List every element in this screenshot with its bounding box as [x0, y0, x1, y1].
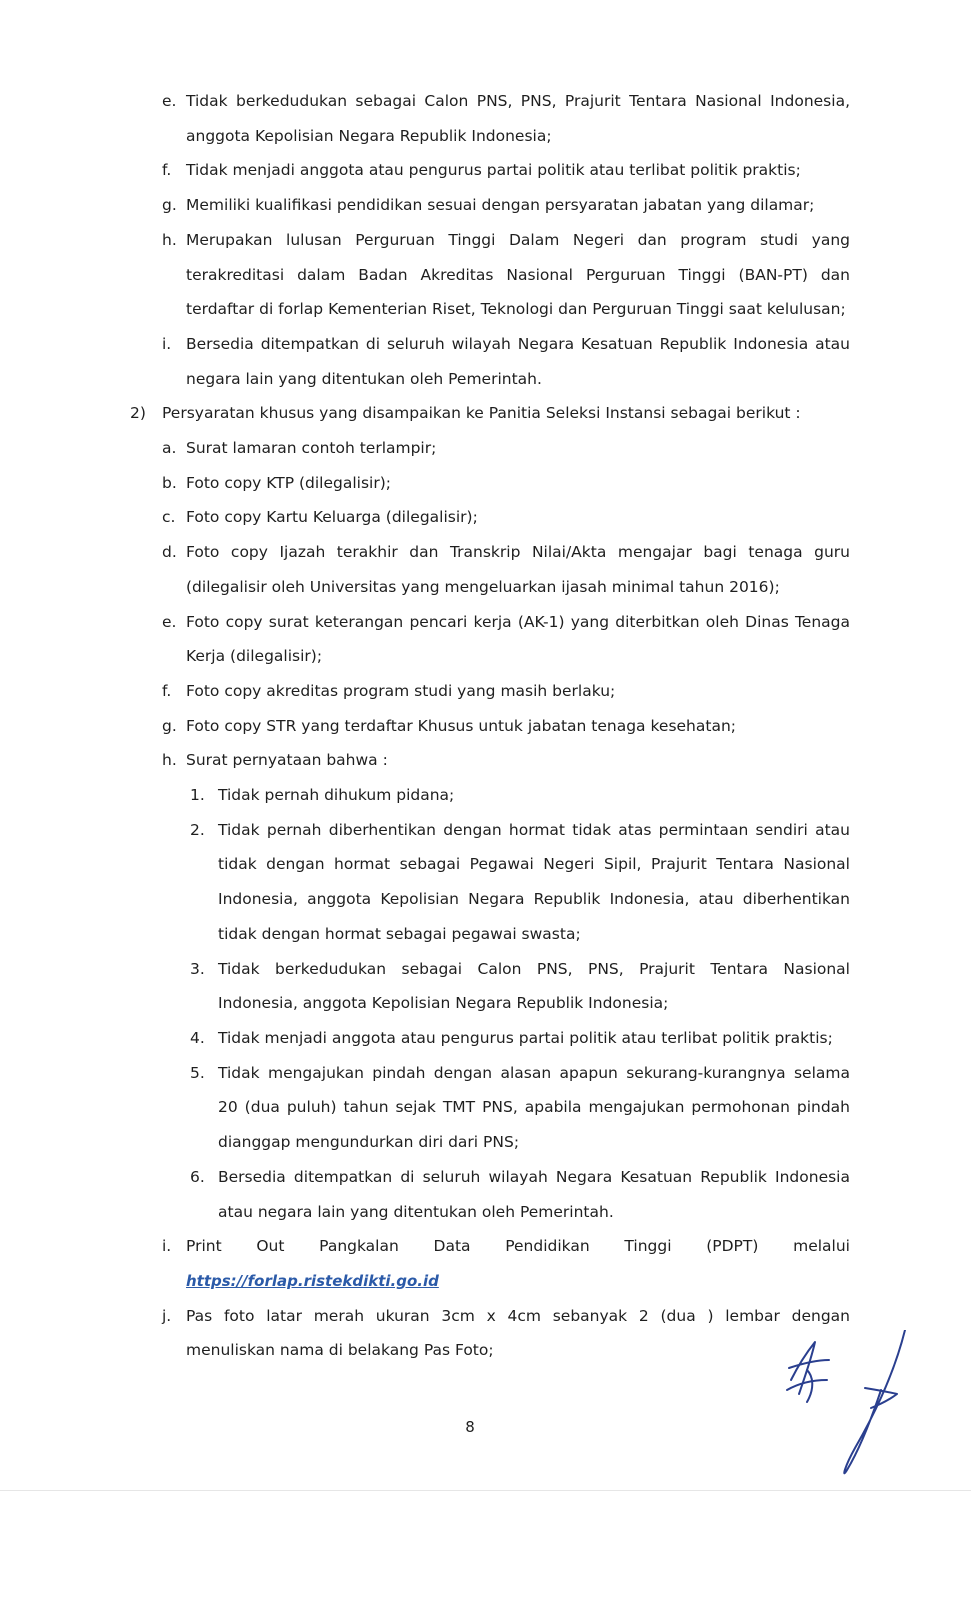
list-marker: c.: [162, 508, 176, 527]
list-item: [130, 223, 850, 327]
section-heading: [130, 396, 850, 431]
list-item: [130, 431, 850, 466]
section-marker: 2): [130, 404, 146, 423]
list-text: Tidak pernah diberhentikan dengan hormat tidak atas permintaan sendiri atau tidak dengan hormat sebagai Pegawai Negeri Sipil, Prajurit Tentara Nasional Indonesia, anggota Kepolisian Negara Republik Indonesia, atau diberhentikan tidak dengan hormat sebagai pegawai swasta;: [218, 820, 850, 943]
list-item: [130, 84, 850, 153]
list-marker: g.: [162, 716, 177, 735]
document-body: [130, 84, 850, 1368]
list-text: Tidak pernah dihukum pidana;: [218, 786, 455, 805]
list-marker: 3.: [190, 959, 205, 978]
list-text: Foto copy surat keterangan pencari kerja (AK-1) yang diterbitkan oleh Dinas Tenaga Kerja (dilegalisir);: [186, 612, 850, 666]
section-text: Persyaratan khusus yang disampaikan ke Panitia Seleksi Instansi sebagai berikut :: [162, 404, 801, 423]
list-marker: i.: [162, 1237, 172, 1256]
signature-stroke: [844, 1330, 905, 1473]
list-marker: 6.: [190, 1167, 205, 1186]
sub-list-item: [130, 1160, 850, 1229]
list-item: [130, 327, 850, 396]
list-item: [130, 1229, 850, 1298]
list-item: [130, 1299, 850, 1368]
list-text: Pas foto latar merah ukuran 3cm x 4cm sebanyak 2 (dua ) lembar dengan menuliskan nama di belakang Pas Foto;: [186, 1306, 850, 1360]
sub-list-item: [130, 1056, 850, 1160]
forlap-link[interactable]: https://forlap.ristekdikti.go.id: [186, 1271, 439, 1290]
list-text: Memiliki kualifikasi pendidikan sesuai dengan persyaratan jabatan yang dilamar;: [186, 196, 815, 215]
signature-stroke: [787, 1380, 827, 1390]
list-text: Bersedia ditempatkan di seluruh wilayah Negara Kesatuan Republik Indonesia atau negara lain yang ditentukan oleh Pemerintah.: [218, 1167, 850, 1221]
list-text: Tidak mengajukan pindah dengan alasan apapun sekurang-kurangnya selama 20 (dua puluh) tahun sejak TMT PNS, apabila mengajukan permohonan pindah dianggap mengundurkan diri dari PNS;: [218, 1063, 850, 1152]
list-marker: g.: [162, 196, 177, 215]
list-text: Foto copy Ijazah terakhir dan Transkrip Nilai/Akta mengajar bagi tenaga guru (dilegalisir oleh Universitas yang mengeluarkan ijasah minimal tahun 2016);: [186, 543, 850, 596]
list-marker: f.: [162, 681, 172, 700]
list-item: [130, 153, 850, 188]
list-marker: b.: [162, 473, 177, 492]
list-item: [130, 188, 850, 223]
list-text: Print Out Pangkalan Data Pendidikan Tinggi (PDPT) melalui: [186, 1237, 850, 1256]
list-item: [130, 605, 850, 674]
list-text: Surat pernyataan bahwa :: [186, 751, 388, 770]
list-text: Tidak berkedudukan sebagai Calon PNS, PNS, Prajurit Tentara Nasional Indonesia, anggota Kepolisian Negara Republik Indonesia;: [218, 959, 850, 1013]
list-marker: 5.: [190, 1063, 205, 1082]
list-text: Bersedia ditempatkan di seluruh wilayah Negara Kesatuan Republik Indonesia atau negara lain yang ditentukan oleh Pemerintah.: [186, 334, 850, 388]
list-item: [130, 466, 850, 501]
list-marker: j.: [162, 1306, 172, 1325]
list-item: [130, 709, 850, 744]
list-text: Merupakan lulusan Perguruan Tinggi Dalam Negeri dan program studi yang terakreditasi dalam Badan Akreditas Nasional Perguruan Tinggi (BAN-PT) dan terdaftar di forlap Kementerian Riset, Teknologi dan Perguruan Tinggi saat kelulusan;: [186, 230, 850, 319]
list-marker: e.: [162, 92, 177, 110]
list-item: [130, 674, 850, 709]
list-marker: a.: [162, 439, 177, 458]
list-marker: d.: [162, 543, 177, 562]
list-text: Foto copy STR yang terdaftar Khusus untuk jabatan tenaga kesehatan;: [186, 716, 737, 735]
list-text-block: [186, 1229, 850, 1298]
list-text: Foto copy akreditas program studi yang masih berlaku;: [186, 681, 616, 700]
sub-list-item: [130, 1021, 850, 1056]
list-item: [130, 500, 850, 535]
list-text: Foto copy KTP (dilegalisir);: [186, 473, 391, 492]
list-marker: h.: [162, 751, 177, 770]
list-text: Tidak menjadi anggota atau pengurus partai politik atau terlibat politik praktis;: [218, 1028, 833, 1047]
signature-initials: [785, 1330, 925, 1480]
signature-stroke: [807, 1370, 812, 1402]
list-item: [130, 743, 850, 778]
list-text: Foto copy Kartu Keluarga (dilegalisir);: [186, 508, 478, 527]
list-marker: 2.: [190, 820, 205, 839]
list-marker: 1.: [190, 786, 205, 805]
list-marker: f.: [162, 161, 172, 180]
list-marker: e.: [162, 612, 177, 631]
list-item: [130, 535, 850, 604]
list-marker: h.: [162, 230, 177, 249]
page-edge: [0, 1490, 971, 1491]
list-marker: 4.: [190, 1028, 205, 1047]
sub-list-item: [130, 813, 850, 952]
sub-list-item: [130, 778, 850, 813]
page-number: 8: [465, 1418, 475, 1436]
list-text: Tidak berkedudukan sebagai Calon PNS, PNS, Prajurit Tentara Nasional Indonesia, anggota Kepolisian Negara Republik Indonesia;: [186, 92, 850, 145]
list-text: Tidak menjadi anggota atau pengurus partai politik atau terlibat politik praktis;: [186, 161, 801, 180]
sub-list-item: [130, 952, 850, 1021]
list-marker: i.: [162, 334, 172, 353]
list-text: Surat lamaran contoh terlampir;: [186, 439, 437, 458]
